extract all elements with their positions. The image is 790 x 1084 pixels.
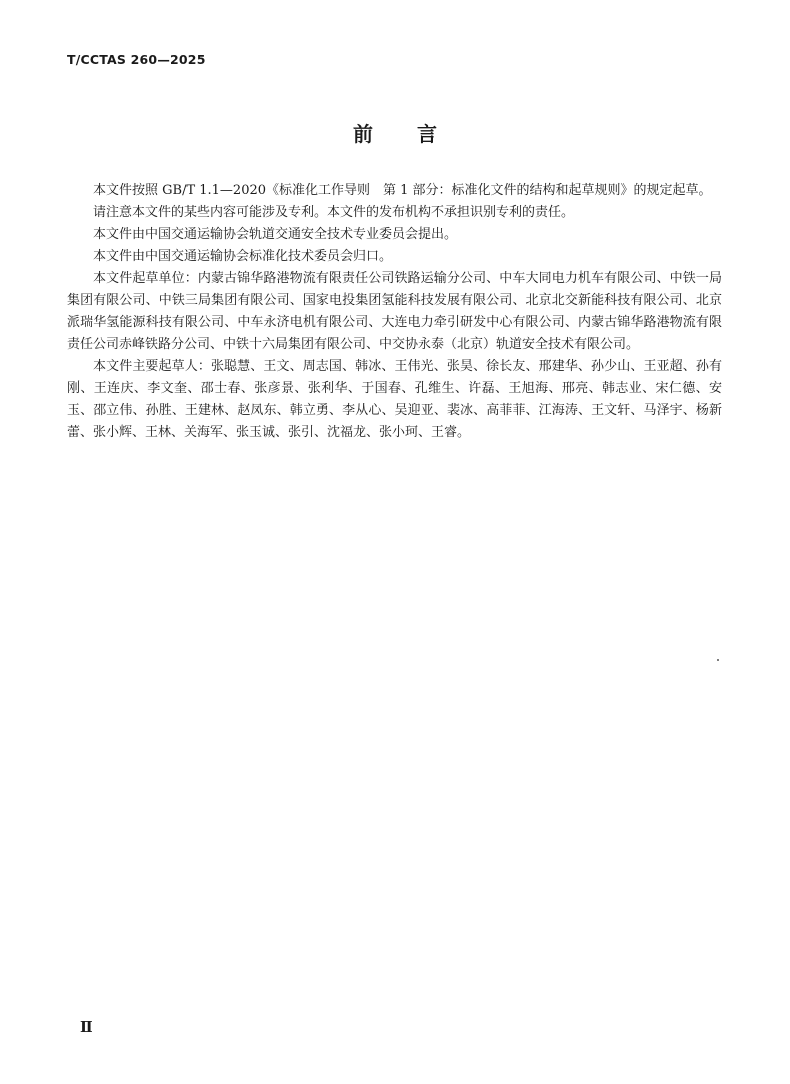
document-code: T/CCTAS 260—2025	[67, 52, 206, 67]
paragraph-drafting-rules: 本文件按照 GB/T 1.1—2020《标准化工作导则 第 1 部分：标准化文件的结构和起草规则》的规定起草。	[93, 183, 712, 198]
paragraph-drafting-units: 本文件起草单位：内蒙古锦华路港物流有限责任公司铁路运输分公司、中车大同电力机车有限公司、中铁一局集团有限公司、中铁三局集团有限公司、国家电投集团氢能科技发展有限公司、北京北交新能科技有限公司、北京派瑞华氢能源科技有限公司、中车永济电机有限公司、大连电力牵引研发中心有限公司、内蒙古锦华路港物流有限责任公司赤峰铁路分公司、中铁十六局集团有限公司、中交协永泰（北京）轨道安全技术有限公司。	[67, 271, 722, 352]
paragraph-drafters: 本文件主要起草人：张聪慧、王文、周志国、韩冰、王伟光、张昊、徐长友、邢建华、孙少山、王亚超、孙有刚、王连庆、李文奎、邵士春、张彦景、张利华、于国春、孔维生、许磊、王旭海、邢亮、韩志业、宋仁德、安玉、邵立伟、孙胜、王建林、赵凤东、韩立勇、李从心、吴迎亚、裴冰、高菲菲、江海涛、王文轩、马泽宇、杨新蕾、张小辉、王林、关海军、张玉诚、张引、沈福龙、张小珂、王睿。	[67, 359, 722, 440]
preface-body	[67, 180, 722, 444]
page-title	[0, 118, 790, 147]
page-title-text: 前言	[353, 122, 481, 146]
paragraph-patent-notice: 请注意本文件的某些内容可能涉及专利。本文件的发布机构不承担识别专利的责任。	[93, 205, 575, 220]
scan-speck	[717, 659, 719, 661]
page-number: Ⅱ	[80, 1018, 93, 1036]
paragraph-proposer: 本文件由中国交通运输协会轨道交通安全技术专业委员会提出。	[93, 227, 458, 242]
paragraph-administrator: 本文件由中国交通运输协会标准化技术委员会归口。	[93, 249, 393, 264]
